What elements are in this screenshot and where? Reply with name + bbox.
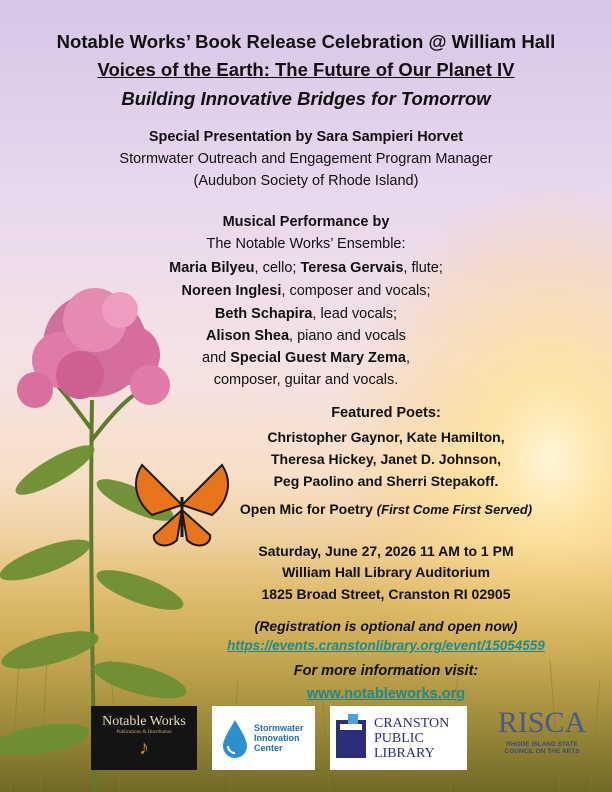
- poets-line-1: Christopher Gaynor, Kate Hamilton,: [267, 429, 505, 445]
- book-icon: [334, 714, 370, 762]
- risca-logo: RISCA RHODE ISLAND STATE COUNCIL ON THE ARTS: [497, 706, 587, 755]
- performer-line-2: Noreen Inglesi, composer and vocals;: [181, 283, 431, 299]
- poets-line-2: Theresa Hickey, Janet D. Johnson,: [270, 451, 502, 467]
- presenter-org: (Audubon Society of Rhode Island): [193, 173, 419, 189]
- performer-line-3: Beth Schapira, lead vocals;: [214, 306, 398, 322]
- performer-name: Maria Bilyeu: [169, 260, 255, 276]
- open-mic-note: (First Come First Served): [376, 502, 533, 517]
- violin-icon: ♪: [139, 737, 149, 759]
- notable-works-logo: Notable Works Publications & Distribution ♪: [91, 706, 197, 770]
- poets-line-3: Peg Paolino and Sherri Stepakoff.: [273, 473, 499, 489]
- more-info-link[interactable]: www.notableworks.org: [306, 686, 466, 702]
- event-tagline: Building Innovative Bridges for Tomorrow: [121, 88, 491, 109]
- performer-name: Special Guest Mary Zema: [230, 350, 406, 366]
- presenter-role: Stormwater Outreach and Engagement Program Manager: [119, 151, 493, 167]
- registration-note: (Registration is optional and open now): [254, 618, 518, 634]
- event-title: Notable Works’ Book Release Celebration @ William Hall: [56, 31, 556, 52]
- open-mic: Open Mic for Poetry (First Come First Served): [239, 501, 533, 517]
- ensemble-name: The Notable Works’ Ensemble:: [206, 236, 406, 252]
- performer-line-6: composer, guitar and vocals.: [213, 372, 399, 388]
- performer-line-5: and Special Guest Mary Zema,: [202, 350, 410, 366]
- performer-line-4: Alison Shea, piano and vocals: [206, 328, 406, 344]
- stormwater-logo: Stormwater Innovation Center: [212, 706, 315, 770]
- performer-name: Alison Shea: [206, 328, 290, 344]
- performer-name: Noreen Inglesi: [181, 283, 282, 299]
- event-venue: William Hall Library Auditorium: [282, 564, 490, 580]
- event-subtitle: Voices of the Earth: The Future of Our Planet IV: [97, 59, 515, 80]
- event-date: Saturday, June 27, 2026 11 AM to 1 PM: [258, 543, 514, 559]
- performer-line-1: Maria Bilyeu, cello; Teresa Gervais, flute;: [169, 260, 443, 276]
- performer-name: Beth Schapira: [214, 306, 313, 322]
- registration-link[interactable]: https://events.cranstonlibrary.org/event/15054559: [227, 638, 545, 653]
- presentation-heading: Special Presentation by Sara Sampieri Horvet: [148, 129, 464, 145]
- water-drop-icon: [220, 718, 250, 758]
- cranston-library-logo: CRANSTON PUBLIC LIBRARY: [330, 706, 467, 770]
- event-address: 1825 Broad Street, Cranston RI 02905: [261, 586, 511, 602]
- music-heading: Musical Performance by: [222, 214, 390, 230]
- poets-heading: Featured Poets:: [331, 405, 441, 421]
- more-info-label: For more information visit:: [293, 663, 479, 679]
- performer-name: Teresa Gervais: [300, 260, 404, 276]
